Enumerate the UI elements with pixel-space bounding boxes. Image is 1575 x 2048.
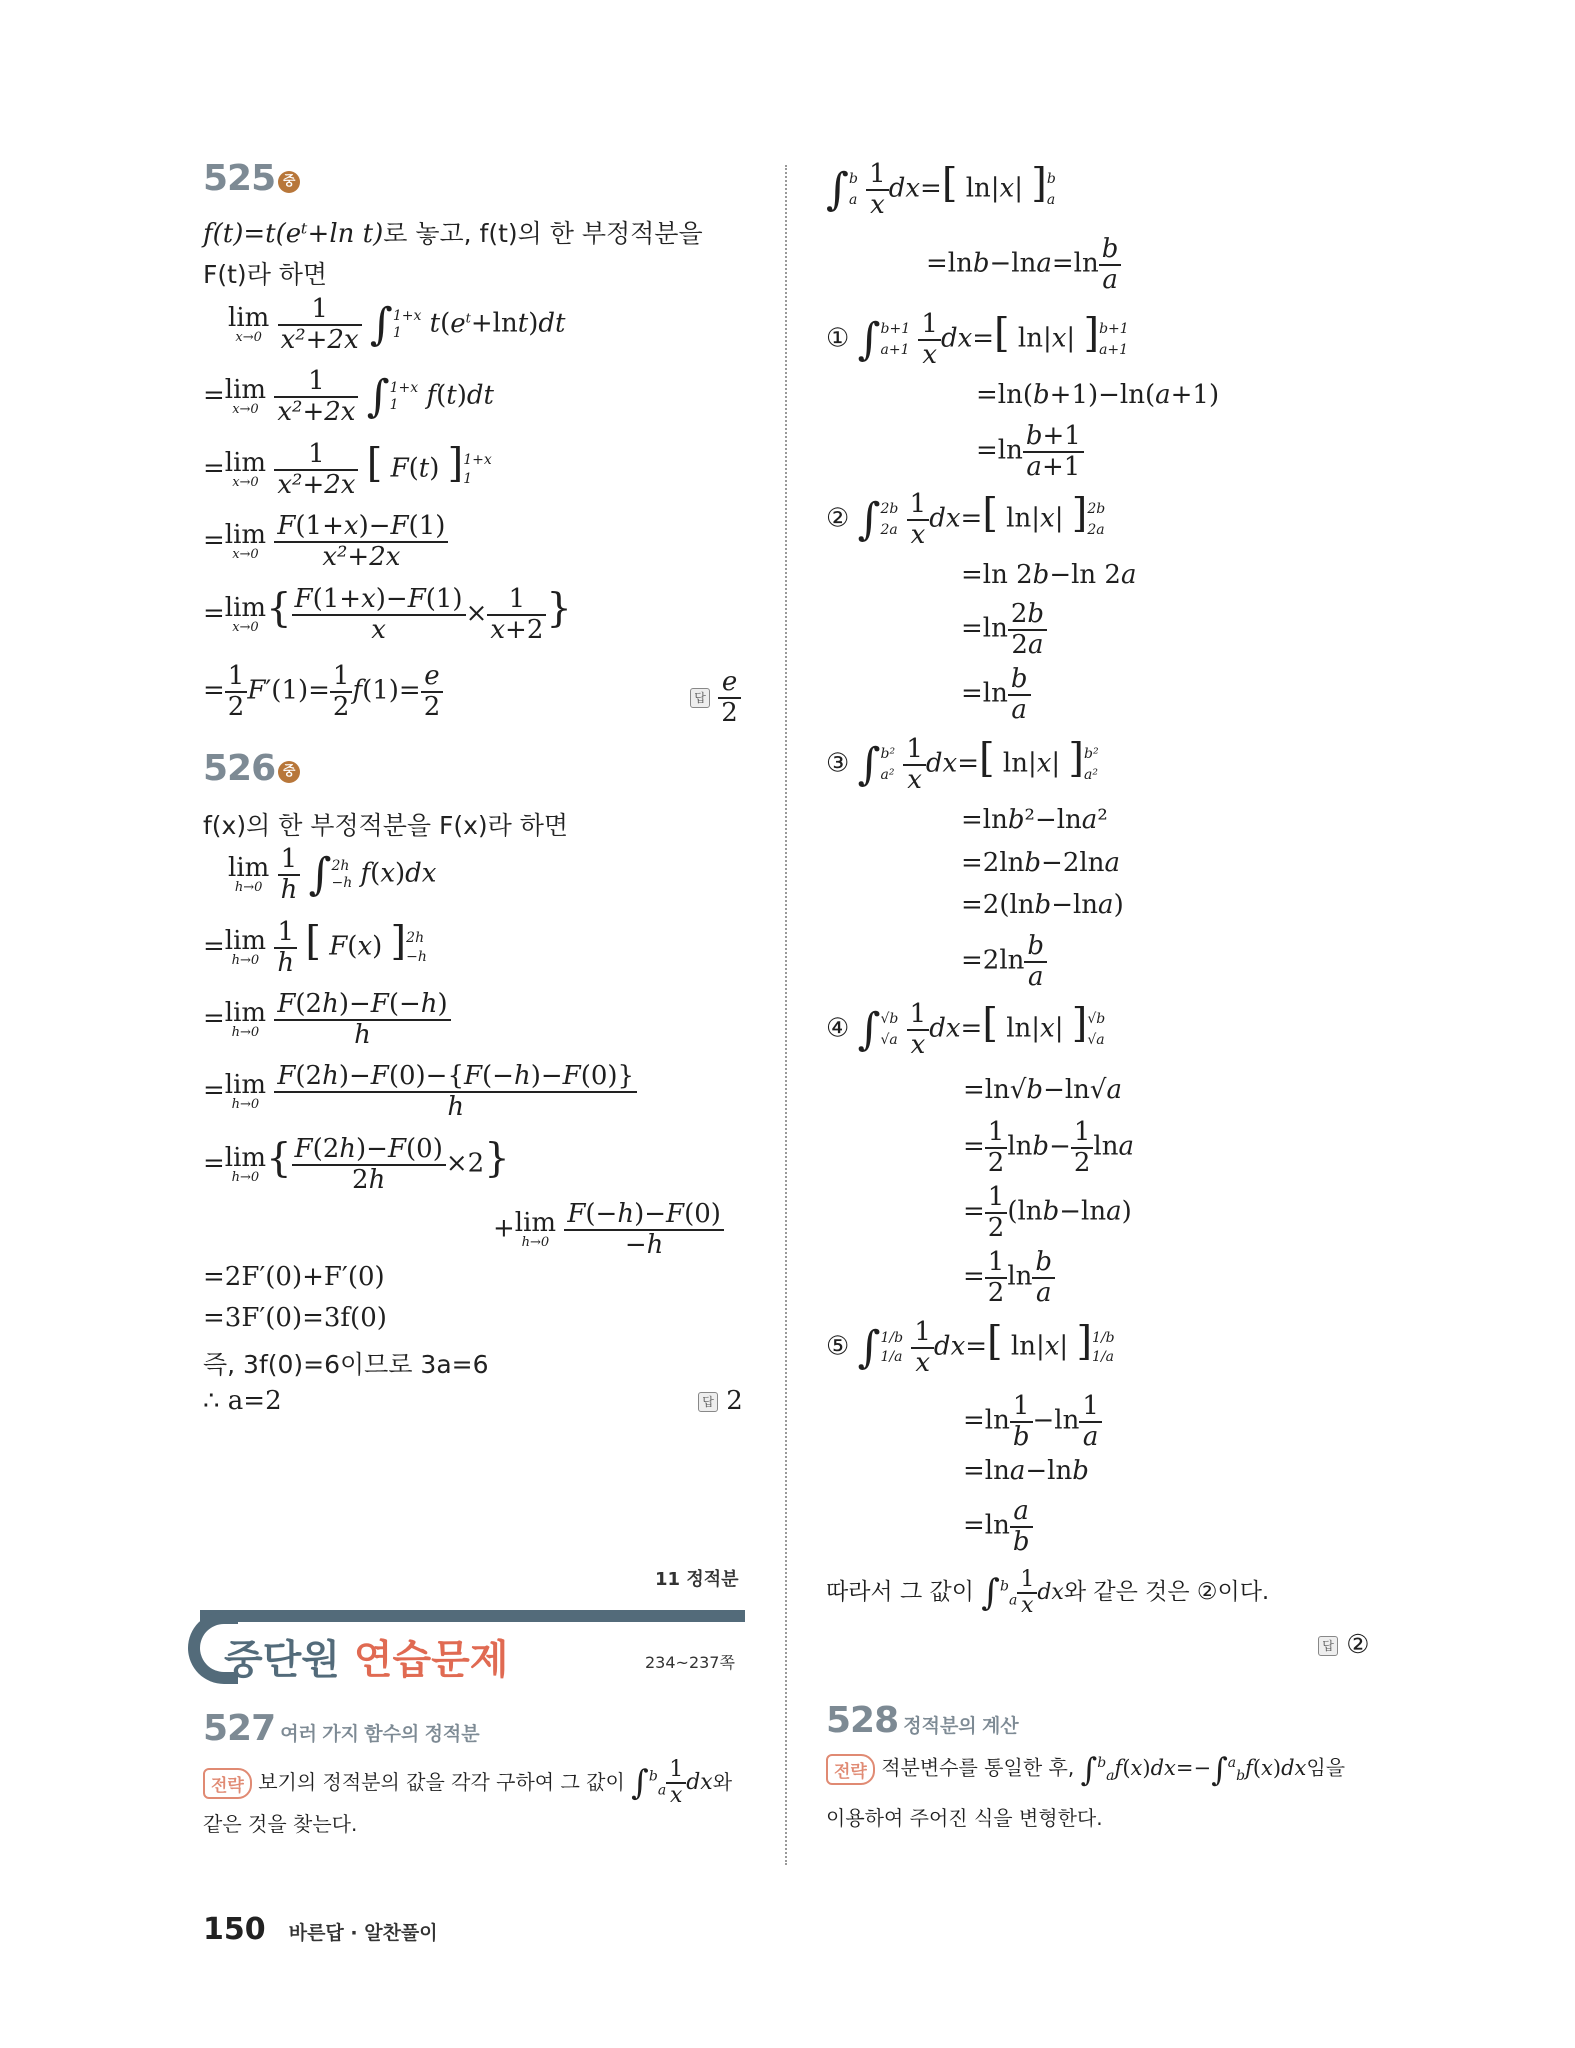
option-4-line5: = $\frac{1}{2}$ ln $\frac{b}{a}$ [963, 1248, 1055, 1307]
option-1-line3: =ln $\frac{b+1}{a+1}$ [976, 422, 1084, 481]
eq-525-4: =lim x→0 $\frac{F(1+x)-F(1)}{\text{x²+2x}}$ [203, 512, 448, 571]
section-pages: 234~237쪽 [645, 1653, 735, 1672]
problem-525-intro-2 [203, 255, 327, 291]
option-4-line3: = $\frac{1}{2}$ lnb− $\frac{1}{2}$ lna [963, 1117, 1134, 1178]
option-2-line4: =ln $\frac{b}{a}$ [961, 665, 1031, 724]
problem-526-intro: f(x)의 한 부정적분을 F(x)라 하면 [203, 811, 569, 840]
strategy-tag: 전략 [203, 1768, 252, 1799]
option-1: ① ∫ b+1 a+1 $\frac{1}{x}$ dx=[ ln|x| ] b+1 a+1 [826, 309, 1129, 370]
intro-text-2: F(t)라 하면 [203, 260, 328, 289]
problem-topic: 정적분의 계산 [903, 1716, 1019, 1737]
option-1-line2: =ln(b+1)−ln(a+1) [976, 380, 1220, 410]
eq-526-9: 즉, 3f(0)=6이므로 3a=6 [203, 1350, 489, 1379]
eq-525-6: = $\frac{1}{2}$ F′(1)= $\frac{1}{2}$ f(1)= $\frac{e}{2}$ [203, 662, 443, 721]
conclusion-post: 와 같은 것은 ②이다. [1063, 1579, 1270, 1606]
eq-525-2: =lim x→0 $\frac{1}{\text{x²+2x}}$ ∫ 1+x 1 f(t)dt [203, 366, 494, 427]
eq-525-5: =lim x→0 { $\frac{F(1+x)-F(1)}{x}$ × $\frac{1}{x+2}$ } [203, 584, 572, 645]
option-5: ⑤ ∫ 1/b 1/a $\frac{1}{x}$ dx=[ ln|x| ] 1/b 1/a [826, 1317, 1115, 1378]
eq-526-3: =lim h→0 $\frac{F(2h)-F(-h)}{h}$ [203, 990, 451, 1049]
answer-526 [698, 1386, 743, 1416]
problem-527-strategy: 전략 보기의 정적분의 값을 각각 구하여 그 값이 ∫$^b_a$ $\frac{1}{x}$ dx와 [203, 1758, 732, 1808]
problem-number: 527 [203, 1708, 276, 1749]
eq-526-2: =lim h→0 $\frac{1}{h}$ [ F(x) ] 2h −h [203, 917, 427, 978]
eq-525-1: lim x→0 $\frac{1}{\text{x²+2x}}$ ∫ 1+x 1 $t(e^t+\ln t)dt$ [228, 294, 566, 355]
answer-value: 2 [726, 1386, 743, 1416]
option-2-line3: =ln $\frac{2b}{2a}$ [961, 600, 1047, 659]
eq-base-2: =lnb−lna=ln $\frac{b}{a}$ [926, 235, 1121, 294]
eq-525-3: =lim x→0 $\frac{1}{\text{x²+2x}}$ [ F(t) ] 1+x 1 [203, 439, 492, 500]
eq-526-4: =lim h→0 $\frac{F(2h)-F(0)-\{F(-h)-F(0)\}}{h}$ [203, 1062, 637, 1121]
problem-525-intro [203, 214, 703, 250]
footer [203, 1912, 438, 1947]
book-title: 바른답 · 알찬풀이 [288, 1922, 438, 1944]
option-2-line2: =ln 2b−ln 2a [961, 560, 1137, 590]
eq-526-5: =lim h→0 { $\frac{F(2h)-F(0)}{2h}$ ×2} [203, 1134, 510, 1195]
strategy-tag: 전략 [826, 1754, 875, 1785]
problem-527-header [203, 1708, 480, 1749]
eq-526-6: +lim h→0 $\frac{F(-h)-F(0)}{-h}$ [493, 1200, 724, 1259]
problem-526-header [203, 748, 300, 789]
section-title-part1: 중단원 [224, 1637, 340, 1683]
difficulty-badge: 중 [278, 171, 300, 193]
problem-number: 525 [203, 158, 276, 199]
intro-text: 로 놓고, f(t)의 한 부정적분을 [383, 219, 703, 248]
difficulty-badge: 중 [278, 761, 300, 783]
option-4-line4: = $\frac{1}{2}$ (lnb−lna) [963, 1182, 1132, 1243]
answer-right [1318, 1630, 1370, 1660]
answer-label: 답 [690, 688, 710, 708]
problem-number: 528 [826, 1700, 899, 1741]
eq-526-8: =3F′(0)=3f(0) [203, 1303, 387, 1333]
problem-528-strategy-2: 이용하여 주어진 식을 변형한다. [826, 1806, 1103, 1830]
strategy-text: 적분변수를 통일한 후, [881, 1755, 1075, 1780]
problem-number: 526 [203, 748, 276, 789]
option-5-line3: =lna−lnb [963, 1456, 1089, 1486]
option-5-line4: =ln $\frac{a}{b}$ [963, 1497, 1033, 1556]
strategy-text-end: 임을 [1306, 1755, 1346, 1780]
strategy-text-end: 와 [712, 1770, 733, 1795]
eq-526-1: lim h→0 $\frac{1}{h}$ ∫ 2h −h f(x)dx [228, 844, 437, 905]
option-3-line5: =2ln $\frac{b}{a}$ [961, 932, 1047, 991]
problem-525-header [203, 158, 300, 199]
answer-label: 답 [698, 1392, 718, 1412]
option-3: ③ ∫ b² a² $\frac{1}{x}$ dx=[ ln|x| ] b² a² [826, 734, 1099, 795]
banner-bar [200, 1610, 745, 1622]
option-5-line2: =ln $\frac{1}{b}$ −ln $\frac{1}{a}$ [963, 1392, 1102, 1451]
section-title [224, 1628, 508, 1685]
chapter-label: 11 정적분 [655, 1569, 739, 1590]
problem-527-strategy-2: 같은 것을 찾는다. [203, 1812, 358, 1836]
option-4: ④ ∫ √b √a $\frac{1}{x}$ dx=[ ln|x| ] √b √a [826, 999, 1106, 1060]
option-2: ② ∫ 2b 2a $\frac{1}{x}$ dx=[ ln|x| ] 2b 2a [826, 489, 1106, 550]
problem-528-strategy: 전략 적분변수를 통일한 후, ∫$^b_a$f(x)dx=−∫$^a_b$f(x)dx임을 [826, 1750, 1345, 1788]
column-divider [785, 165, 787, 1865]
section-title-part2: 연습문제 [353, 1637, 509, 1683]
conclusion: 따라서 그 값이 ∫$^b_a$ $\frac{1}{x}$ dx와 같은 것은 ②이다. [826, 1567, 1270, 1619]
function-definition: f(t)=t(eᵗ+ln t) [203, 219, 384, 249]
page-number: 150 [203, 1912, 266, 1947]
option-3-line2: =lnb²−lna² [961, 805, 1108, 835]
answer-value: ② [1346, 1630, 1370, 1660]
option-3-line3: =2lnb−2lna [961, 848, 1120, 878]
answer-label: 답 [1318, 1636, 1338, 1656]
option-4-line2: =ln√b−ln√a [963, 1075, 1123, 1105]
conclusion-pre: 따라서 그 값이 [826, 1579, 974, 1606]
answer-525: 답 $\frac{e}{2}$ [690, 668, 741, 727]
option-3-line4: =2(lnb−lna) [961, 890, 1124, 920]
eq-base: ∫ b a $\frac{1}{x}$ dx=[ ln|x| ] b a [826, 159, 1056, 220]
problem-topic: 여러 가지 함수의 정적분 [280, 1724, 480, 1745]
problem-528-header [826, 1700, 1019, 1741]
eq-526-7: =2F′(0)+F′(0) [203, 1262, 385, 1292]
eq-526-10: ∴ a=2 [203, 1386, 282, 1416]
strategy-text: 보기의 정적분의 값을 각각 구하여 그 값이 [258, 1770, 625, 1795]
